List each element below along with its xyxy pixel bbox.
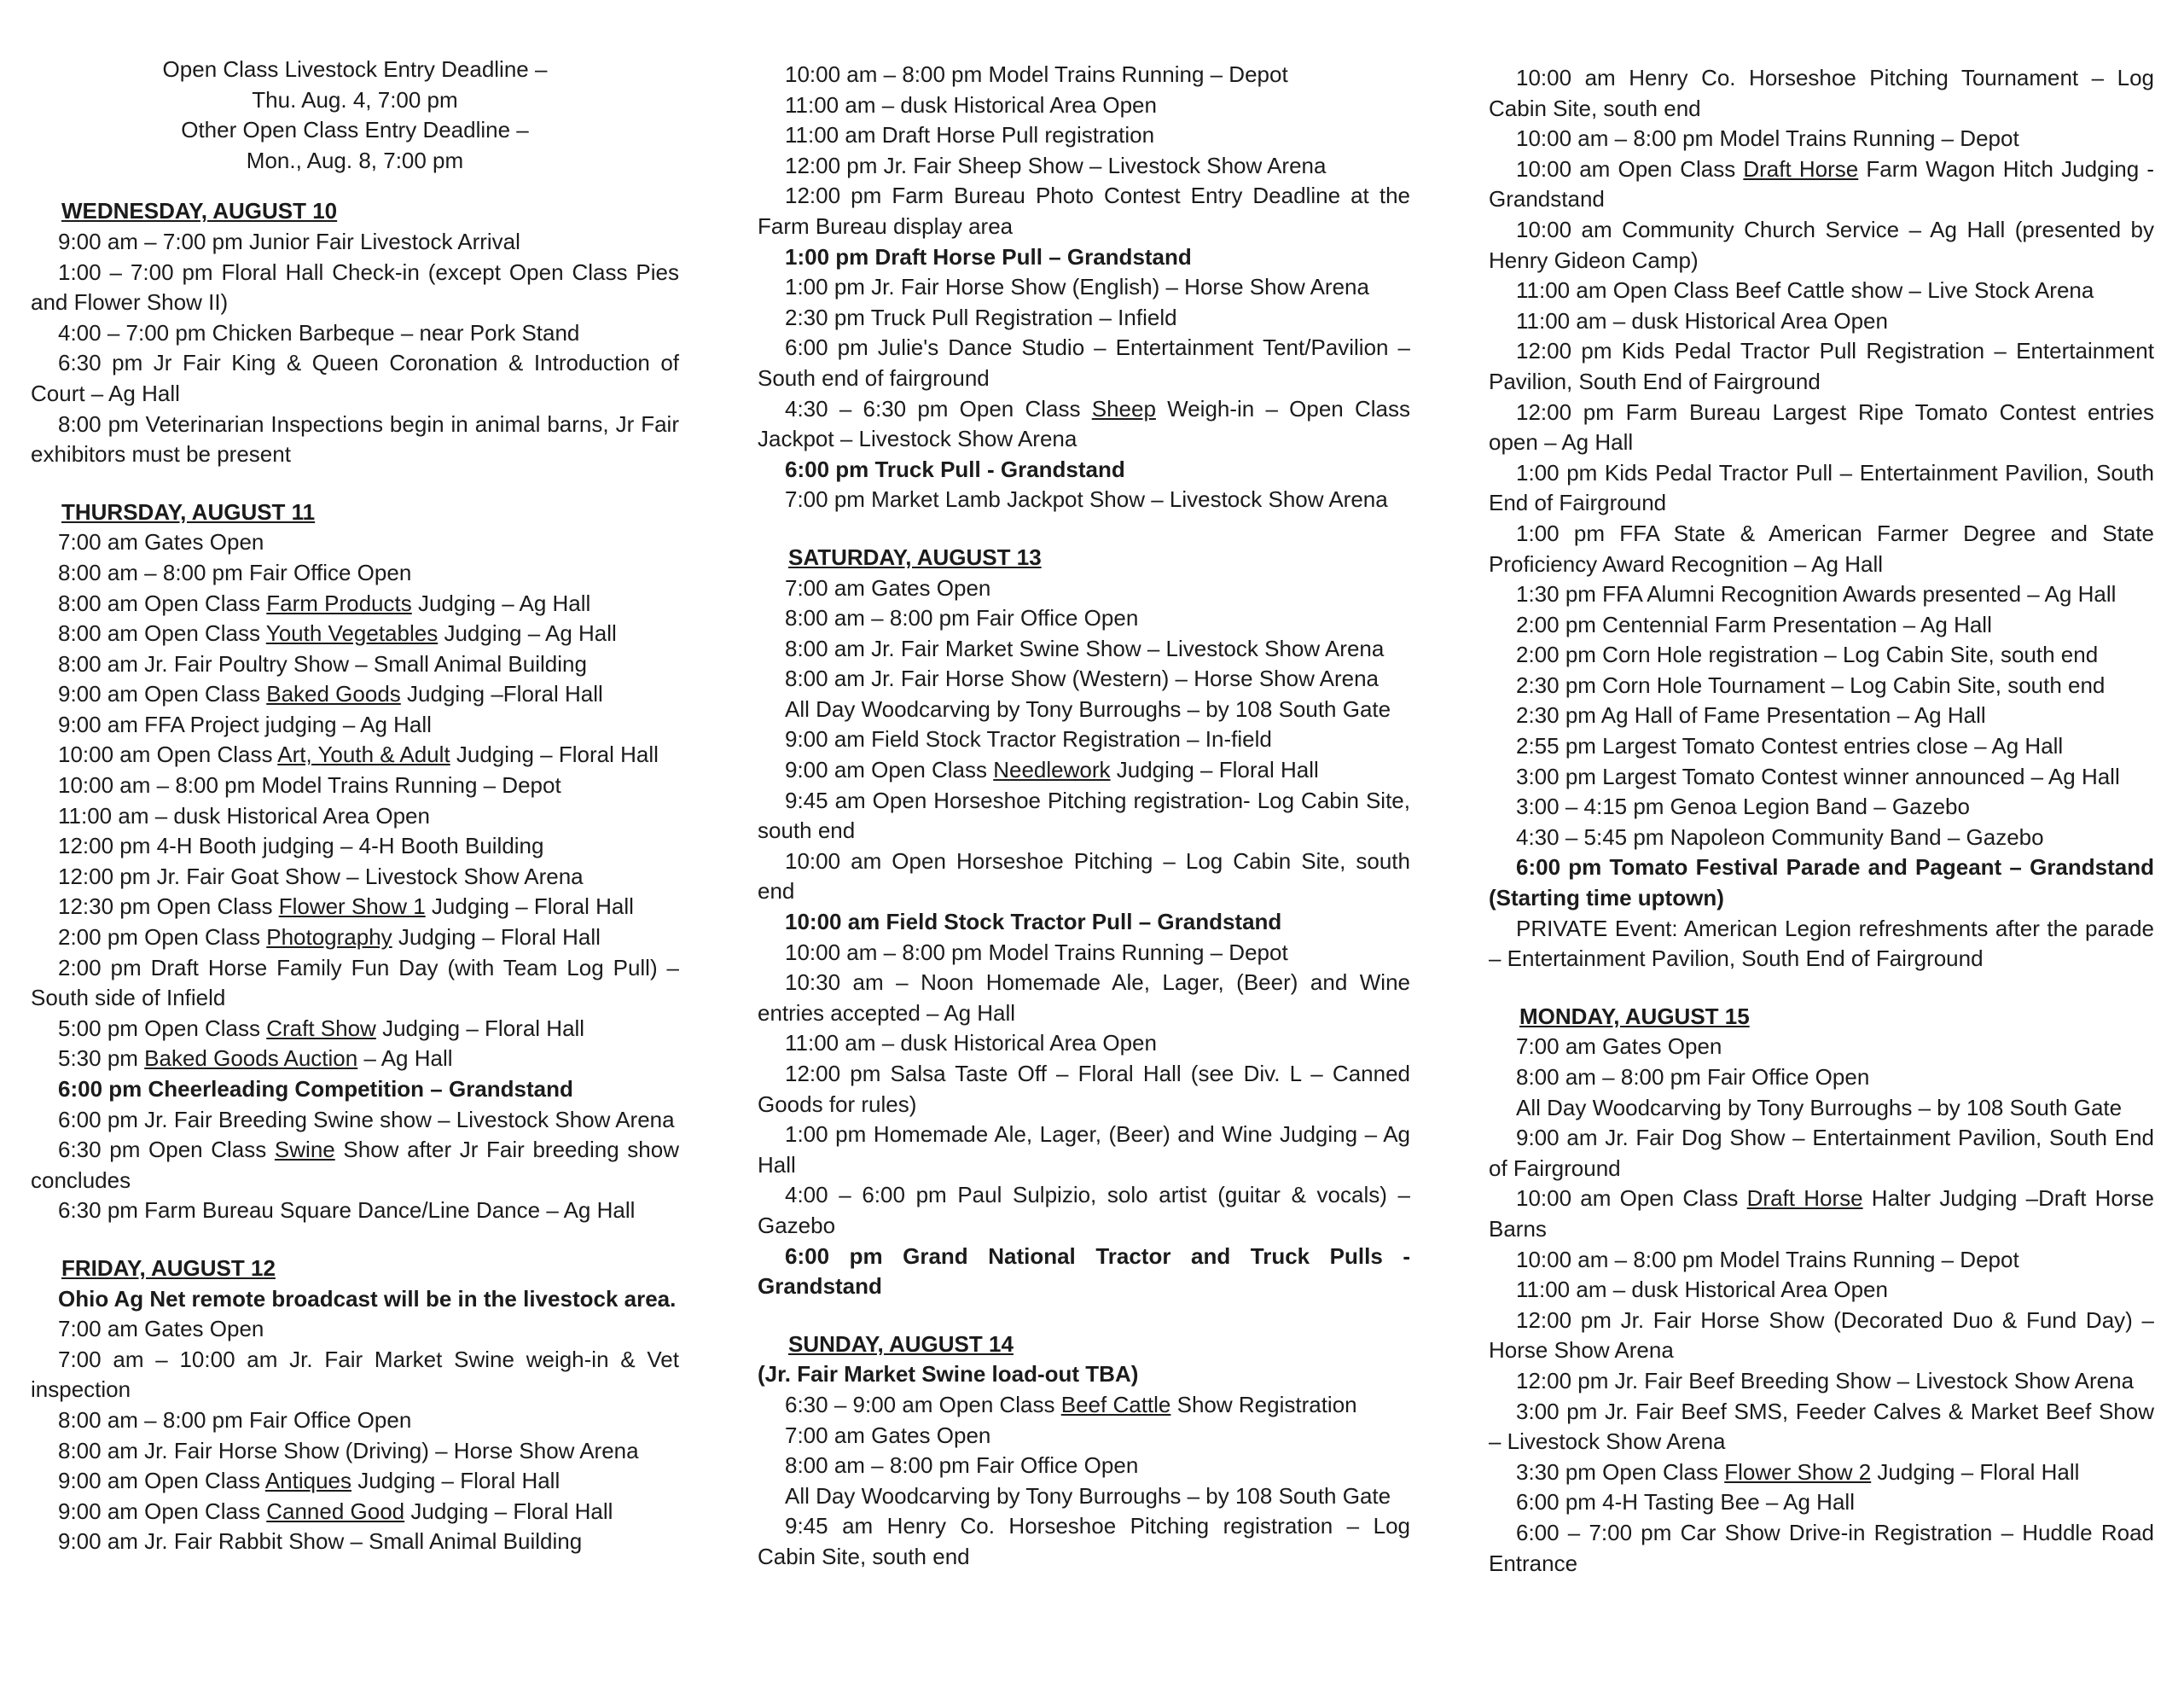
schedule-item: 10:00 am – 8:00 pm Model Trains Running – Depot (1516, 125, 2019, 152)
schedule-item (31, 1044, 679, 1074)
schedule-item: 8:00 am – 8:00 pm Fair Office Open (785, 605, 1139, 631)
item-text: Judging – Ag Hall (411, 590, 591, 616)
schedule-item: 11:00 am Draft Horse Pull registration (785, 122, 1155, 148)
item-text: 9:00 am Open Class (785, 757, 994, 783)
schedule-item (31, 679, 679, 710)
schedule-item: 2:00 pm Centennial Farm Presentation – Ag Hall (1516, 611, 1992, 637)
schedule-item: 10:00 am – 8:00 pm Model Trains Running – Depot (1516, 1246, 2019, 1272)
schedule-item: 9:00 am Field Stock Tractor Registration – In-field (785, 726, 1272, 753)
schedule-item: 6:00 pm Cheerleading Competition – Grandstand (58, 1076, 573, 1102)
schedule-item: 2:00 pm Corn Hole registration – Log Cabin Site, south end (1516, 642, 2099, 668)
schedule-item: 8:00 am – 8:00 pm Fair Office Open (1516, 1064, 1870, 1090)
schedule-item: 12:00 pm Farm Bureau Largest Ripe Tomato Contest entries open – Ag Hall (1489, 399, 2154, 456)
item-text: 9:00 am Open Class (58, 1468, 265, 1494)
schedule-item: 6:00 – 7:00 pm Car Show Drive-in Registration – Huddle Road Entrance (1489, 1519, 2154, 1576)
schedule-item: 7:00 am Gates Open (1516, 1033, 1722, 1060)
schedule-item: 8:00 am – 8:00 pm Fair Office Open (785, 1452, 1139, 1479)
schedule-item: 11:00 am – dusk Historical Area Open (1516, 1277, 1888, 1303)
schedule-item: 8:00 am Jr. Fair Market Swine Show – Livestock Show Arena (785, 635, 1385, 661)
item-text: 3:30 pm Open Class (1516, 1458, 1725, 1485)
schedule-item: 10:30 am – Noon Homemade Ale, Lager, (Beer) and Wine entries accepted – Ag Hall (758, 969, 1410, 1026)
schedule-item (31, 892, 679, 922)
schedule-item: 11:00 am – dusk Historical Area Open (785, 1030, 1157, 1056)
item-text: Show Registration (1170, 1391, 1357, 1417)
deadline-line: Thu. Aug. 4, 7:00 pm (252, 86, 458, 113)
schedule-item: 6:30 pm Farm Bureau Square Dance/Line Dance – Ag Hall (58, 1197, 636, 1224)
item-text: 10:00 am Open Class (58, 742, 278, 768)
schedule-item: 7:00 am Gates Open (58, 529, 264, 556)
schedule-item: 1:00 – 7:00 pm Floral Hall Check-in (except Open Class Pies and Flower Show II) (31, 259, 679, 316)
schedule-item (1489, 154, 2154, 215)
division-name: Photography (266, 924, 392, 951)
schedule-item: 11:00 am – dusk Historical Area Open (1516, 307, 1888, 334)
item-text: Judging – Floral Hall (375, 1015, 585, 1041)
schedule-column-3 (1489, 63, 2154, 1579)
schedule-item: 2:55 pm Largest Tomato Contest entries close – Ag Hall (1516, 733, 2064, 759)
schedule-item: Ohio Ag Net remote broadcast will be in the livestock area. (58, 1285, 677, 1312)
division-name: Antiques (264, 1468, 351, 1494)
schedule-item: 10:00 am Community Church Service – Ag Hall (presented by Henry Gideon Camp) (1489, 216, 2154, 273)
schedule-item: 8:00 am Jr. Fair Poultry Show – Small Animal Building (58, 650, 587, 677)
item-text: 8:00 am Open Class (58, 590, 267, 616)
schedule-item: 7:00 pm Market Lamb Jackpot Show – Livestock Show Arena (785, 486, 1388, 513)
schedule-item: 6:00 pm Julie's Dance Studio – Entertainment Tent/Pavilion – South end of fairground (758, 335, 1410, 391)
division-name: Flower Show 2 (1724, 1458, 1872, 1485)
schedule-item: 9:45 am Henry Co. Horseshoe Pitching registration – Log Cabin Site, south end (758, 1513, 1410, 1569)
division-name: Art, Youth & Adult (277, 742, 450, 768)
schedule-item: 9:00 am – 7:00 pm Junior Fair Livestock Arrival (58, 228, 520, 254)
item-text: 10:00 am Open Class (1516, 155, 1744, 182)
item-text: Judging – Floral Hall (351, 1468, 561, 1494)
division-name: Canned Good (266, 1498, 405, 1524)
item-text: Farm Wagon Hitch Judging - Grandstand (1489, 155, 2154, 212)
schedule-item: 1:00 pm Homemade Ale, Lager, (Beer) and Wine Judging – Ag Hall (758, 1121, 1410, 1178)
schedule-item: All Day Woodcarving by Tony Burroughs – by 108 South Gate (785, 1482, 1391, 1509)
day-heading: MONDAY, AUGUST 15 (1519, 1003, 1750, 1029)
division-name: Swine (274, 1137, 335, 1163)
schedule-item: 4:00 – 7:00 pm Chicken Barbeque – near Pork Stand (58, 319, 580, 346)
schedule-item: 10:00 am – 8:00 pm Model Trains Running – Depot (58, 772, 561, 799)
schedule-item: 12:00 pm Jr. Fair Beef Breeding Show – Livestock Show Arena (1516, 1367, 2135, 1393)
division-name: Sheep (1091, 395, 1156, 422)
schedule-item: 9:00 am Jr. Fair Dog Show – Entertainment Pavilion, South End of Fairground (1489, 1125, 2154, 1181)
item-text: 9:00 am Open Class (58, 681, 267, 707)
division-name: Draft Horse (1746, 1185, 1863, 1212)
day-heading: WEDNESDAY, AUGUST 10 (61, 198, 338, 224)
item-text: 2:00 pm Open Class (58, 924, 267, 951)
schedule-item: 3:00 pm Largest Tomato Contest winner announced – Ag Hall (1516, 763, 2120, 789)
schedule-item: 12:00 pm Jr. Fair Horse Show (Decorated Duo & Fund Day) – Horse Show Arena (1489, 1306, 2154, 1364)
schedule-item: 1:00 pm Jr. Fair Horse Show (English) – Horse Show Arena (785, 274, 1369, 300)
schedule-column-1 (31, 55, 679, 1557)
schedule-item: 8:00 pm Veterinarian Inspections begin in animal barns, Jr Fair exhibitors must be present (31, 410, 679, 468)
item-text: Judging – Floral Hall (450, 742, 659, 768)
day-heading: THURSDAY, AUGUST 11 (61, 498, 316, 525)
schedule-item (31, 1497, 679, 1527)
schedule-item: 8:00 am – 8:00 pm Fair Office Open (58, 559, 412, 585)
schedule-item: 12:00 pm Salsa Taste Off – Floral Hall (see Div. L – Canned Goods for rules) (758, 1061, 1410, 1117)
schedule-item: 4:00 – 6:00 pm Paul Sulpizio, solo artist (guitar & vocals) – Gazebo (758, 1182, 1410, 1238)
schedule-item: 6:00 pm Jr. Fair Breeding Swine show – Livestock Show Arena (58, 1106, 675, 1132)
schedule-item: 6:00 pm 4-H Tasting Bee – Ag Hall (1516, 1489, 1855, 1516)
schedule-item: 10:00 am Henry Co. Horseshoe Pitching Tournament – Log Cabin Site, south end (1489, 65, 2154, 121)
schedule-item: 6:00 pm Grand National Tractor and Truck Pulls - Grandstand (758, 1242, 1410, 1300)
schedule-item (31, 740, 679, 771)
division-name: Craft Show (266, 1015, 376, 1041)
schedule-item: 7:00 am Gates Open (785, 1422, 991, 1448)
item-text: – Ag Hall (357, 1045, 453, 1072)
schedule-item: PRIVATE Event: American Legion refreshments after the parade – Entertainment Pavilion, South End of Fairground (1489, 915, 2154, 972)
item-text: Judging – Floral Hall (1871, 1458, 2080, 1485)
division-name: Baked Goods Auction (144, 1045, 358, 1072)
schedule-item: 12:00 pm Jr. Fair Sheep Show – Livestock Show Arena (785, 152, 1327, 178)
schedule-item (758, 755, 1410, 786)
item-text: Judging – Floral Hall (425, 893, 634, 920)
schedule-item: 1:30 pm FFA Alumni Recognition Awards presented – Ag Hall (1516, 581, 2117, 608)
schedule-item: 7:00 am Gates Open (785, 574, 991, 601)
schedule-item: 3:00 – 4:15 pm Genoa Legion Band – Gazebo (1516, 794, 1970, 820)
schedule-item: 12:00 pm Kids Pedal Tractor Pull Registration – Entertainment Pavilion, South End of Fairground (1489, 338, 2154, 394)
schedule-item: 8:00 am Jr. Fair Horse Show (Driving) – Horse Show Arena (58, 1437, 639, 1463)
schedule-item: 6:30 pm Jr Fair King & Queen Coronation & Introduction of Court – Ag Hall (31, 350, 679, 406)
schedule-item: 2:30 pm Ag Hall of Fame Presentation – Ag Hall (1516, 702, 1986, 729)
deadline-line: Mon., Aug. 8, 7:00 pm (246, 147, 464, 173)
day-heading: SUNDAY, AUGUST 14 (788, 1330, 1014, 1357)
schedule-item (1489, 1457, 2154, 1488)
schedule-item: 11:00 am Open Class Beef Cattle show – Live Stock Arena (1516, 277, 2094, 304)
schedule-item: 9:45 am Open Horseshoe Pitching registration- Log Cabin Site, south end (758, 787, 1410, 844)
item-text: 4:30 – 6:30 pm Open Class (785, 395, 1092, 422)
division-name: Baked Goods (266, 681, 401, 707)
item-text: Judging –Floral Hall (400, 681, 603, 707)
schedule-item (31, 1014, 679, 1044)
deadline-line: Open Class Livestock Entry Deadline – (162, 56, 548, 82)
item-text: Judging – Floral Hall (404, 1498, 613, 1524)
schedule-item (31, 922, 679, 953)
schedule-item: 6:00 pm Tomato Festival Parade and Pageant – Grandstand (Starting time uptown) (1489, 854, 2154, 911)
division-name: Needlework (993, 757, 1111, 783)
schedule-item (758, 1390, 1410, 1421)
day-heading: SATURDAY, AUGUST 13 (788, 544, 1042, 570)
schedule-item: 6:00 pm Truck Pull - Grandstand (785, 456, 1125, 482)
schedule-item: All Day Woodcarving by Tony Burroughs – by 108 South Gate (785, 695, 1391, 722)
division-name: Farm Products (266, 590, 412, 616)
schedule-item: 3:00 pm Jr. Fair Beef SMS, Feeder Calves & Market Beef Show – Livestock Show Arena (1489, 1398, 2154, 1455)
day-heading: FRIDAY, AUGUST 12 (61, 1254, 276, 1281)
schedule-item: 2:00 pm Draft Horse Family Fun Day (with Team Log Pull) – South side of Infield (31, 954, 679, 1011)
item-text: Judging – Ag Hall (438, 620, 617, 647)
schedule-item: 10:00 am Field Stock Tractor Pull – Grandstand (785, 909, 1282, 935)
schedule-item: 8:00 am – 8:00 pm Fair Office Open (58, 1406, 412, 1433)
schedule-item: 1:00 pm Draft Horse Pull – Grandstand (785, 243, 1192, 270)
item-text: 9:00 am Open Class (58, 1498, 267, 1524)
item-text: 5:30 pm (58, 1045, 145, 1072)
division-name: Draft Horse (1743, 155, 1859, 182)
schedule-item: 1:00 pm Kids Pedal Tractor Pull – Entertainment Pavilion, South End of Fairground (1489, 459, 2154, 516)
schedule-item: 12:00 pm 4-H Booth judging – 4-H Booth Building (58, 833, 544, 859)
schedule-item: 12:00 pm Farm Bureau Photo Contest Entry Deadline at the Farm Bureau display area (758, 183, 1410, 239)
schedule-item: 9:00 am Jr. Fair Rabbit Show – Small Animal Building (58, 1528, 583, 1555)
deadline-line: Other Open Class Entry Deadline – (181, 117, 529, 143)
schedule-item: 7:00 am Gates Open (58, 1316, 264, 1342)
item-text: Weigh-in – Open Class Jackpot – Livestock Show Arena (758, 395, 1411, 452)
item-text: Judging – Floral Hall (392, 924, 601, 951)
schedule-item (758, 394, 1410, 455)
schedule-column-2 (758, 60, 1410, 1573)
schedule-item: 11:00 am – dusk Historical Area Open (785, 91, 1157, 118)
schedule-item (31, 589, 679, 620)
schedule-item: 2:30 pm Corn Hole Tournament – Log Cabin Site, south end (1516, 672, 2106, 698)
entry-deadlines (99, 55, 611, 176)
schedule-item: 7:00 am – 10:00 am Jr. Fair Market Swine weigh-in & Vet inspection (31, 1346, 679, 1403)
item-text: 12:30 pm Open Class (58, 893, 279, 920)
schedule-item (1489, 1184, 2154, 1244)
division-name: Youth Vegetables (265, 620, 439, 647)
schedule-item: 2:30 pm Truck Pull Registration – Infield (785, 304, 1177, 330)
schedule-item: 12:00 pm Jr. Fair Goat Show – Livestock Show Arena (58, 863, 584, 889)
item-text: Judging – Floral Hall (1110, 757, 1319, 783)
item-text: 5:00 pm Open Class (58, 1015, 267, 1041)
division-name: Flower Show 1 (278, 893, 426, 920)
schedule-item: All Day Woodcarving by Tony Burroughs – by 108 South Gate (1516, 1094, 2123, 1120)
item-text: Halter Judging –Draft Horse Barns (1489, 1185, 2155, 1242)
item-text: 6:30 pm Open Class (58, 1137, 275, 1163)
item-text: Show after Jr Fair breeding show concludes (31, 1137, 680, 1193)
schedule-item (31, 1466, 679, 1497)
schedule-item: 10:00 am Open Horseshoe Pitching – Log Cabin Site, south end (758, 847, 1410, 905)
item-text: 10:00 am Open Class (1516, 1185, 1747, 1212)
schedule-item: 9:00 am FFA Project judging – Ag Hall (58, 711, 432, 737)
item-text: 8:00 am Open Class (58, 620, 266, 647)
schedule-item: 11:00 am – dusk Historical Area Open (58, 802, 430, 829)
schedule-item: 8:00 am Jr. Fair Horse Show (Western) – Horse Show Arena (785, 666, 1380, 692)
schedule-item: 4:30 – 5:45 pm Napoleon Community Band – Gazebo (1516, 823, 2044, 850)
schedule-item: 1:00 pm FFA State & American Farmer Degree and State Proficiency Award Recognition – Ag Hall (1489, 520, 2154, 577)
schedule-item: 10:00 am – 8:00 pm Model Trains Running – Depot (785, 939, 1288, 965)
division-name: Beef Cattle (1060, 1391, 1171, 1417)
schedule-item (31, 1135, 679, 1196)
schedule-item (31, 619, 679, 649)
schedule-item: (Jr. Fair Market Swine load-out TBA) (758, 1361, 1139, 1388)
item-text: 6:30 – 9:00 am Open Class (785, 1391, 1061, 1417)
schedule-item: 10:00 am – 8:00 pm Model Trains Running – Depot (785, 61, 1288, 87)
